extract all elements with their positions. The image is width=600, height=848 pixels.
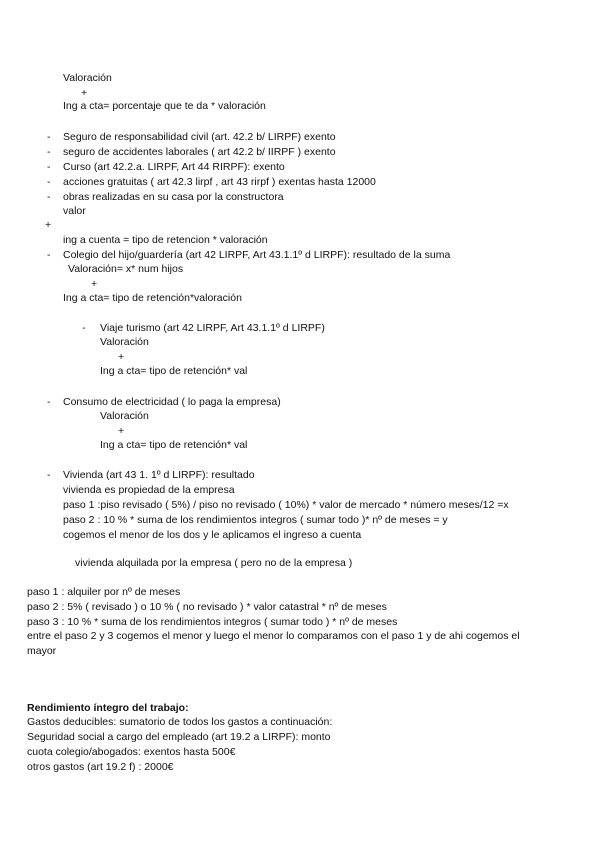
- bullet-dash: -: [47, 469, 51, 481]
- text-line: Valoración= x* num hijos: [68, 263, 184, 275]
- text-line: Valoración: [63, 72, 112, 84]
- plus-sign: +: [118, 425, 125, 437]
- bullet-text: obras realizadas en su casa por la constructora: [63, 191, 284, 203]
- bullet-text: Vivienda (art 43 1. 1º d LIRPF): resultado: [63, 469, 255, 481]
- text-line: vivienda alquilada por la empresa ( pero no de la empresa ): [75, 557, 353, 569]
- bullet-text: acciones gratuitas ( art 42.3 lirpf , art 43 rirpf ) exentas hasta 12000: [63, 176, 376, 188]
- bullet-text: Colegio del hijo/guardería (art 42 LIRPF, Art 43.1.1º d LIRPF): resultado de la suma: [63, 249, 451, 261]
- plus-sign: +: [45, 219, 52, 231]
- text-line: valor: [63, 205, 86, 217]
- text-line: Gastos deducibles: sumatorio de todos los gastos a continuación:: [27, 716, 333, 728]
- text-line: Valoración: [100, 336, 149, 348]
- bullet-text: Curso (art 42.2.a. LIRPF, Art 44 RIRPF): exento: [63, 161, 285, 173]
- bullet-dash: -: [47, 176, 51, 188]
- sub-bullet-text: Viaje turismo (art 42 LIRPF, Art 43.1.1º d LIRPF): [100, 322, 325, 334]
- text-line: mayor: [27, 645, 57, 657]
- text-line: cuota colegio/abogados: exentos hasta 500€: [27, 746, 236, 758]
- bullet-dash: -: [47, 146, 51, 158]
- text-line: cogemos el menor de los dos y le aplicamos el ingreso a cuenta: [63, 529, 362, 541]
- text-line: entre el paso 2 y 3 cogemos el menor y luego el menor lo comparamos con el paso 1 y de ahi cogemos el: [27, 630, 520, 642]
- text-line: Ing a cta= tipo de retención* val: [100, 365, 248, 377]
- text-line: paso 1 :piso revisado ( 5%) / piso no revisado ( 10%) * valor de mercado * número meses/12 =x: [63, 499, 509, 511]
- text-line: Ing a cta= tipo de retención*valoración: [63, 292, 242, 304]
- bullet-text: seguro de accidentes laborales ( art 42.2 b/ IIRPF ) exento: [63, 146, 336, 158]
- text-line: Seguridad social a cargo del empleado (art 19.2 a LIRPF): monto: [27, 731, 331, 743]
- section-heading: Rendimiento íntegro del trabajo:: [27, 702, 189, 714]
- bullet-dash: -: [47, 249, 51, 261]
- plus-sign: +: [81, 87, 88, 99]
- text-line: paso 2 : 5% ( revisado ) o 10 % ( no revisado ) * valor catastral * nº de meses: [27, 601, 387, 613]
- text-line: Valoración: [100, 410, 149, 422]
- bullet-dash: -: [47, 161, 51, 173]
- text-line: paso 2 : 10 % * suma de los rendimientos integros ( sumar todo )* nº de meses = y: [63, 514, 448, 526]
- text-line: Ing a cta= porcentaje que te da * valoración: [63, 100, 266, 112]
- text-line: Ing a cta= tipo de retención* val: [100, 439, 248, 451]
- bullet-text: Consumo de electricidad ( lo paga la empresa): [63, 396, 281, 408]
- sub-bullet-dash: -: [82, 322, 86, 334]
- text-line: paso 3 : 10 % * suma de los rendimientos integros ( sumar todo ) * nº de meses: [27, 616, 398, 628]
- plus-sign: +: [118, 351, 125, 363]
- bullet-text: Seguro de responsabilidad civil (art. 42.2 b/ LIRPF) exento: [63, 131, 336, 143]
- bullet-dash: -: [47, 191, 51, 203]
- text-line: ing a cuenta = tipo de retencion * valoración: [63, 234, 268, 246]
- plus-sign: +: [91, 278, 98, 290]
- bullet-dash: -: [47, 131, 51, 143]
- bullet-dash: -: [47, 396, 51, 408]
- text-line: vivienda es propiedad de la empresa: [63, 484, 235, 496]
- text-line: paso 1 : alquiler por nº de meses: [27, 586, 181, 598]
- text-line: otros gastos (art 19.2 f) : 2000€: [27, 761, 174, 773]
